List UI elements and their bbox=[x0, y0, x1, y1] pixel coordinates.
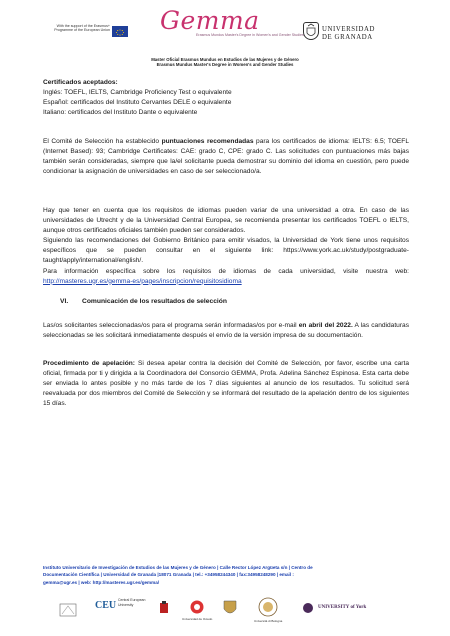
eu-support-text: With the support of the Erasmus+ Programme of the European Union bbox=[54, 24, 110, 33]
partner-logos bbox=[0, 592, 450, 628]
ugr-seal-icon bbox=[303, 22, 319, 40]
scores-intro: El Comité de Selección ha establecido bbox=[43, 138, 162, 145]
footer-line1: Instituto Universitario de Investigación de Estudios de las Mujeres y de Género | Calle Rector López Argüeta s/n | Centro de bbox=[43, 565, 313, 570]
section-title: Comunicación de los resultados de selección bbox=[82, 298, 227, 305]
header-title-line1: Master Oficial Erasmus Mundus en Estudios de las Mujeres y de Género bbox=[151, 57, 299, 62]
certificates-block bbox=[43, 78, 409, 118]
ugr-logo-text bbox=[322, 26, 375, 41]
partner-logo-4-icon bbox=[188, 598, 206, 616]
section-number: VI. bbox=[60, 298, 69, 305]
appeal-heading: Procedimiento de apelación: bbox=[43, 360, 135, 367]
partner-logo-1-icon bbox=[58, 602, 78, 618]
gemma-logo: Gemma bbox=[160, 6, 260, 35]
results-bold: en abril del 2022. bbox=[298, 322, 353, 329]
york-logo-text: UNIVERSITY of York bbox=[318, 605, 367, 610]
partner-logo-5-icon bbox=[222, 598, 238, 618]
ugr-name-line1: UNIVERSIDAD bbox=[322, 26, 376, 33]
results-pre: Las/os solicitantes seleccionadas/os para el programa serán informadas/os por e-mail bbox=[43, 322, 299, 329]
appeal-paragraph bbox=[43, 359, 409, 409]
scores-bold: puntuaciones recomendadas bbox=[161, 138, 254, 145]
requirements-p2: Siguiendo las recomendaciones del Gobierno Británico para emitir visados, la Universidad de York tiene unos requisitos específicos que se pueden consultar en el siguiente link: https://www.york.ac.uk/study/postgraduate-taught/apply/international/english/. bbox=[43, 237, 409, 265]
scores-rest: para los certificados de idioma: IELTS: 6.5; TOEFL (Internet Based): 93; Cambridge Certificates: CAE: grado C, CPE: grado C. Las solicitudes con puntuaciones más bajas también serán consideradas, siempre que la/el solicitante pueda demostrar su dominio del idioma en cuestión, pero puede condicionar la asignación de universidades en caso de ser seleccionado/a. bbox=[43, 138, 409, 176]
eu-flag-icon bbox=[112, 26, 128, 37]
york-rose-icon bbox=[302, 602, 314, 614]
requirements-link[interactable]: http://masteres.ugr.es/gemma-es/pages/inscripcion/requisitosidioma bbox=[43, 277, 242, 285]
partner-logo-6-icon bbox=[256, 597, 280, 619]
partner-logo-3-icon bbox=[156, 600, 172, 618]
ceu-logo: CEU bbox=[95, 600, 117, 611]
certificate-spanish: Español: certificados del Instituto Cervantes DELE o equivalente bbox=[43, 99, 232, 107]
header-title-line2: Erasmus Mundus Master's Degree in Women's and Gender Studies bbox=[156, 62, 294, 67]
certificate-italian: Italiano: certificados del Instituto Dante o equivalente bbox=[43, 109, 198, 117]
ceu-logo-text: Central European University bbox=[118, 598, 146, 607]
results-post: A las candidaturas seleccionadas se les solicitará inmediatamente después el envío de la versión impresa de su documentación. bbox=[43, 322, 409, 340]
partner-logo-6-label: Università di Bologna bbox=[254, 619, 283, 623]
appeal-text: Si desea apelar contra la decisión del Comité de Selección, por favor, escribe una carta oficial, firmada por ti y dirigida a la Coordinadora del Consorcio GEMMA, Profa. Adelina Sánchez Espinosa. Esta carta debe ser enviada lo antes posible y no más tarde de los 7 días siguientes al anuncio de los resultados. Tu solicitud será reevaluada por dos miembros del Comité de Selección y se informará del resultado de la apelación dentro de los siguientes 15 días. bbox=[43, 360, 409, 408]
certificates-heading: Certificados aceptados: bbox=[43, 79, 118, 86]
ugr-name-line2: DE GRANADA bbox=[322, 33, 373, 41]
gemma-tagline: Erasmus Mundus Master's Degree in Women's and Gender Studies bbox=[196, 33, 304, 37]
footer-line3[interactable]: gemma@ugr.es | web: http://masteres.ugr.es/gemma/ bbox=[43, 579, 160, 585]
results-paragraph bbox=[43, 321, 409, 341]
language-requirements-block bbox=[43, 206, 409, 287]
partner-logo-4-label: Universidad de Oviedo bbox=[182, 617, 213, 621]
section-heading bbox=[60, 298, 227, 305]
certificate-english: Inglés: TOEFL, IELTS, Cambridge Proficiency Test o equivalente bbox=[43, 89, 232, 97]
footer-line2: Documentación Científica | Universidad de Granada |18071 Granada | tel.: +34958244340 | fax:34958248290 | email : bbox=[43, 572, 294, 578]
recommended-scores-paragraph bbox=[43, 137, 409, 177]
requirements-p1: Hay que tener en cuenta que los requisitos de idiomas pueden variar de una universidad a otra. En caso de las universidades de Utrecht y de la Universidad Central Europea, se recomienda presentar los certificados TOEFL o IELTS, aunque otros certificados oficiales también pueden ser considerados. bbox=[43, 207, 409, 235]
requirements-p3: Para información específica sobre los requisitos de idiomas de cada universidad, visite nuestra web: bbox=[43, 267, 409, 275]
footer-address bbox=[43, 564, 415, 586]
